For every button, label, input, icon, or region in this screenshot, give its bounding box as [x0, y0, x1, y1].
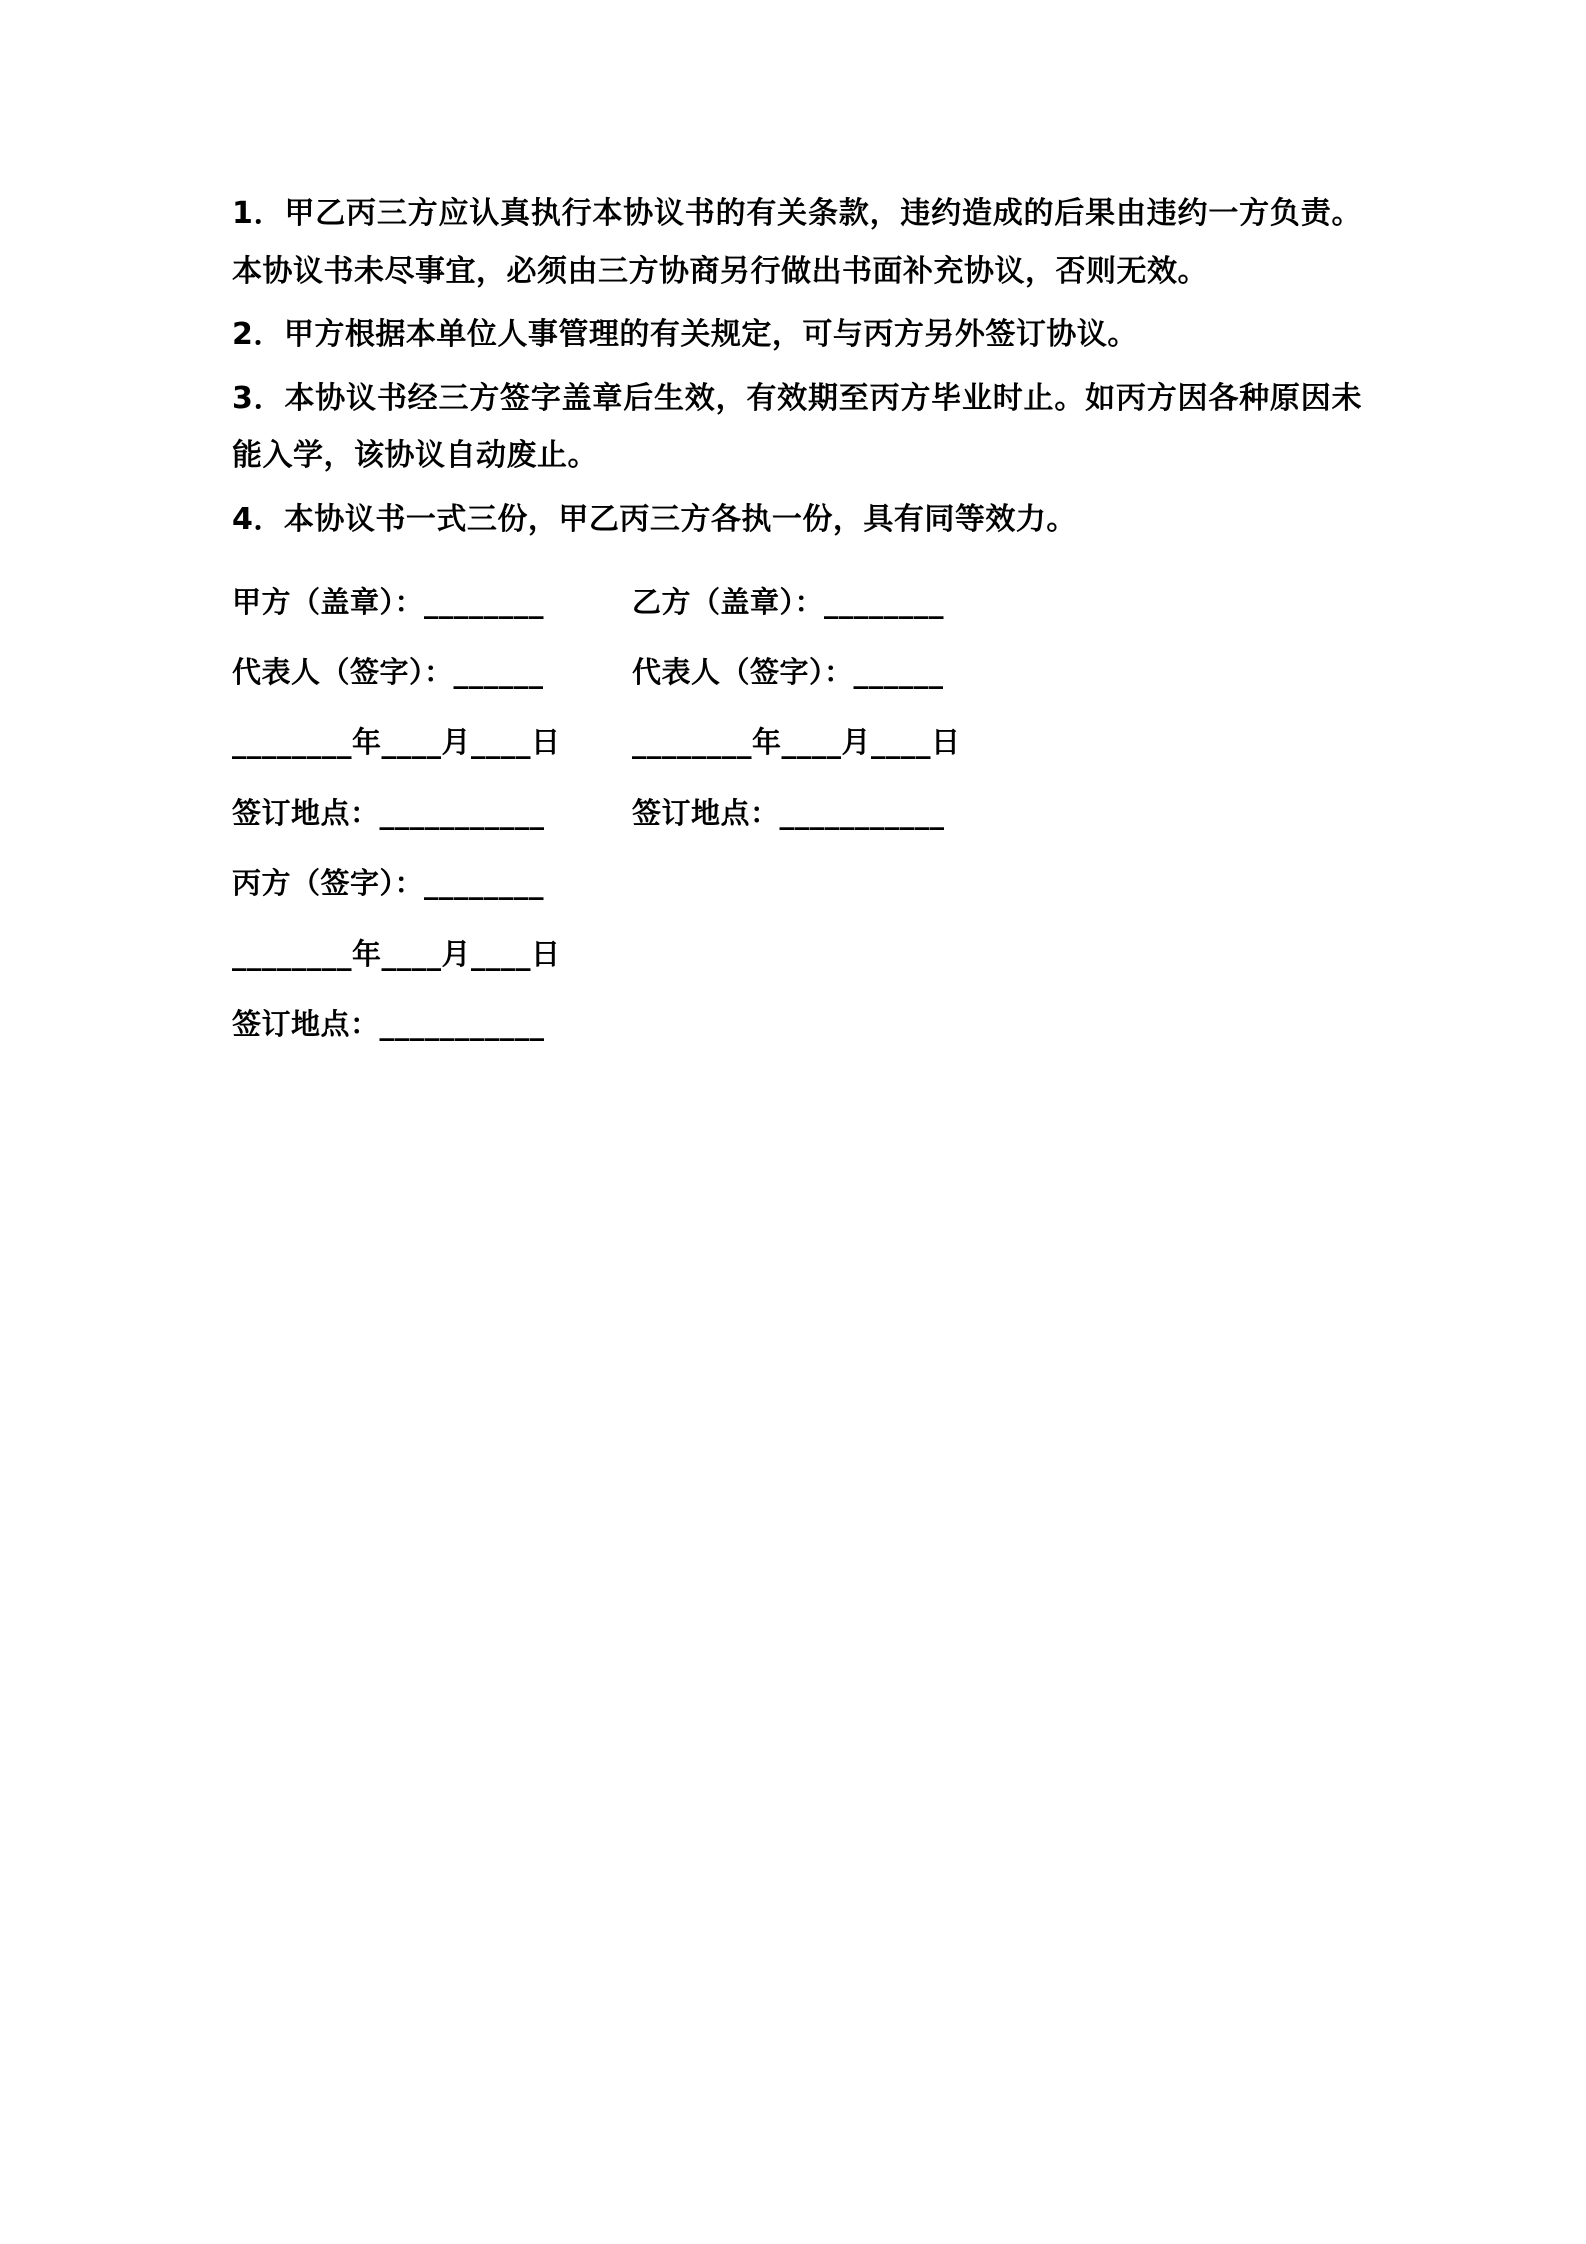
clause-2: 2．甲方根据本单位人事管理的有关规定，可与丙方另外签订协议。 [232, 317, 1138, 353]
signature-row-party-c-date [232, 931, 1362, 977]
party-b-seal-line: 乙方（盖章）：________ [632, 584, 945, 619]
document-body [232, 185, 1362, 1047]
signature-row-party-c-location [232, 1001, 1362, 1047]
signature-row-locations [232, 790, 1362, 836]
signature-block [232, 579, 1362, 1048]
party-c-date-line: ________年____月____日 [232, 936, 561, 971]
party-c-location-line: 签订地点：___________ [232, 1006, 545, 1041]
signature-row-party-c-name [232, 860, 1362, 906]
party-a-location-line: 签订地点：___________ [232, 795, 545, 830]
party-b-location-line: 签订地点：___________ [632, 795, 945, 830]
signature-row-dates [232, 719, 1362, 765]
clause-3: 3．本协议书经三方签字盖章后生效，有效期至丙方毕业时止。如丙方因各种原因未能入学，该协议自动废止。 [232, 380, 1362, 474]
signature-row-representatives [232, 649, 1362, 695]
party-c-signature-line: 丙方（签字）：________ [232, 866, 545, 901]
signature-row-party-names [232, 579, 1362, 625]
party-a-representative-line: 代表人（签字）：______ [232, 654, 544, 689]
clause-4: 4．本协议书一式三份，甲乙丙三方各执一份，具有同等效力。 [232, 501, 1077, 537]
party-a-date-line: ________年____月____日 [232, 725, 561, 760]
party-b-date-line: ________年____月____日 [632, 725, 961, 760]
clause-1: 1．甲乙丙三方应认真执行本协议书的有关条款，违约造成的后果由违约一方负责。本协议书未尽事宜，必须由三方协商另行做出书面补充协议，否则无效。 [232, 196, 1362, 289]
party-b-representative-line: 代表人（签字）：______ [632, 654, 944, 689]
party-a-seal-line: 甲方（盖章）：________ [232, 584, 545, 619]
